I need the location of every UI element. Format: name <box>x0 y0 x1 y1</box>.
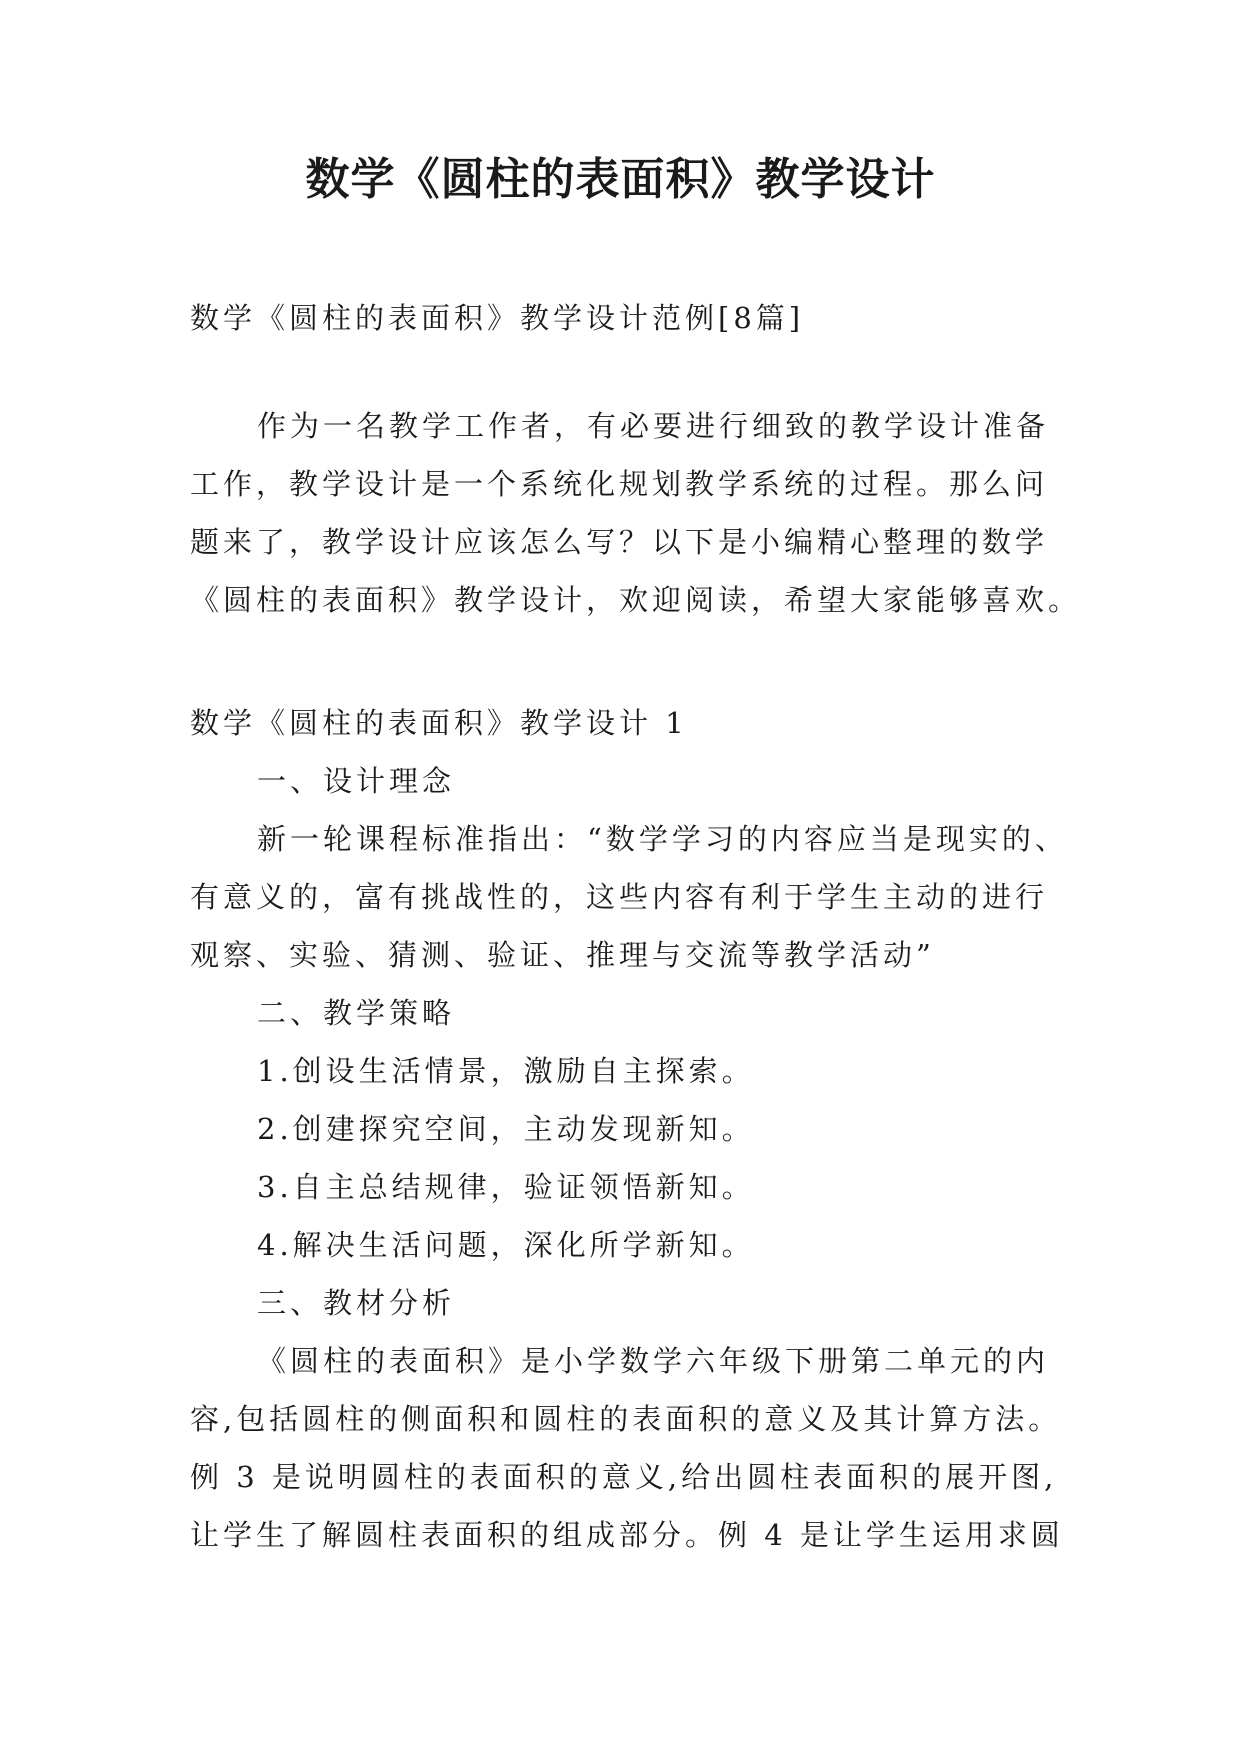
concept-line-3: 观察、实验、猜测、验证、推理与交流等教学活动” <box>190 938 935 972</box>
strategy-item-3: 3.自主总结规律，验证领悟新知。 <box>257 1170 755 1204</box>
strategy-item-1: 1.创设生活情景，激励自主探索。 <box>257 1054 755 1088</box>
intro-line-1: 作为一名教学工作者，有必要进行细致的教学设计准备 <box>257 409 1050 443</box>
concept-line-2: 有意义的，富有挑战性的，这些内容有利于学生主动的进行 <box>190 880 1049 914</box>
intro-line-4: 《圆柱的表面积》教学设计，欢迎阅读，希望大家能够喜欢。 <box>190 583 1082 617</box>
intro-line-2: 工作，教学设计是一个系统化规划教学系统的过程。那么问 <box>190 467 1049 501</box>
heading-textbook-analysis: 三、教材分析 <box>257 1286 456 1320</box>
strategy-item-2: 2.创建探究空间，主动发现新知。 <box>257 1112 755 1146</box>
heading-design-concept: 一、设计理念 <box>257 764 456 798</box>
document-title: 数学《圆柱的表面积》教学设计 <box>305 154 936 205</box>
subtitle-line: 数学《圆柱的表面积》教学设计范例[8篇] <box>190 301 805 335</box>
strategy-item-4: 4.解决生活问题，深化所学新知。 <box>257 1228 755 1262</box>
heading-teaching-strategy: 二、教学策略 <box>257 996 456 1030</box>
analysis-line-3: 例 3 是说明圆柱的表面积的意义,给出圆柱表面积的展开图, <box>190 1460 1058 1494</box>
analysis-line-4: 让学生了解圆柱表面积的组成部分。例 4 是让学生运用求圆 <box>190 1518 1064 1552</box>
analysis-line-2: 容,包括圆柱的侧面积和圆柱的表面积的意义及其计算方法。 <box>190 1402 1062 1436</box>
analysis-line-1: 《圆柱的表面积》是小学数学六年级下册第二单元的内 <box>257 1344 1050 1378</box>
section-heading: 数学《圆柱的表面积》教学设计 1 <box>190 706 688 740</box>
concept-line-1: 新一轮课程标准指出：“数学学习的内容应当是现实的、 <box>257 822 1068 856</box>
intro-line-3: 题来了，教学设计应该怎么写？以下是小编精心整理的数学 <box>190 525 1049 559</box>
